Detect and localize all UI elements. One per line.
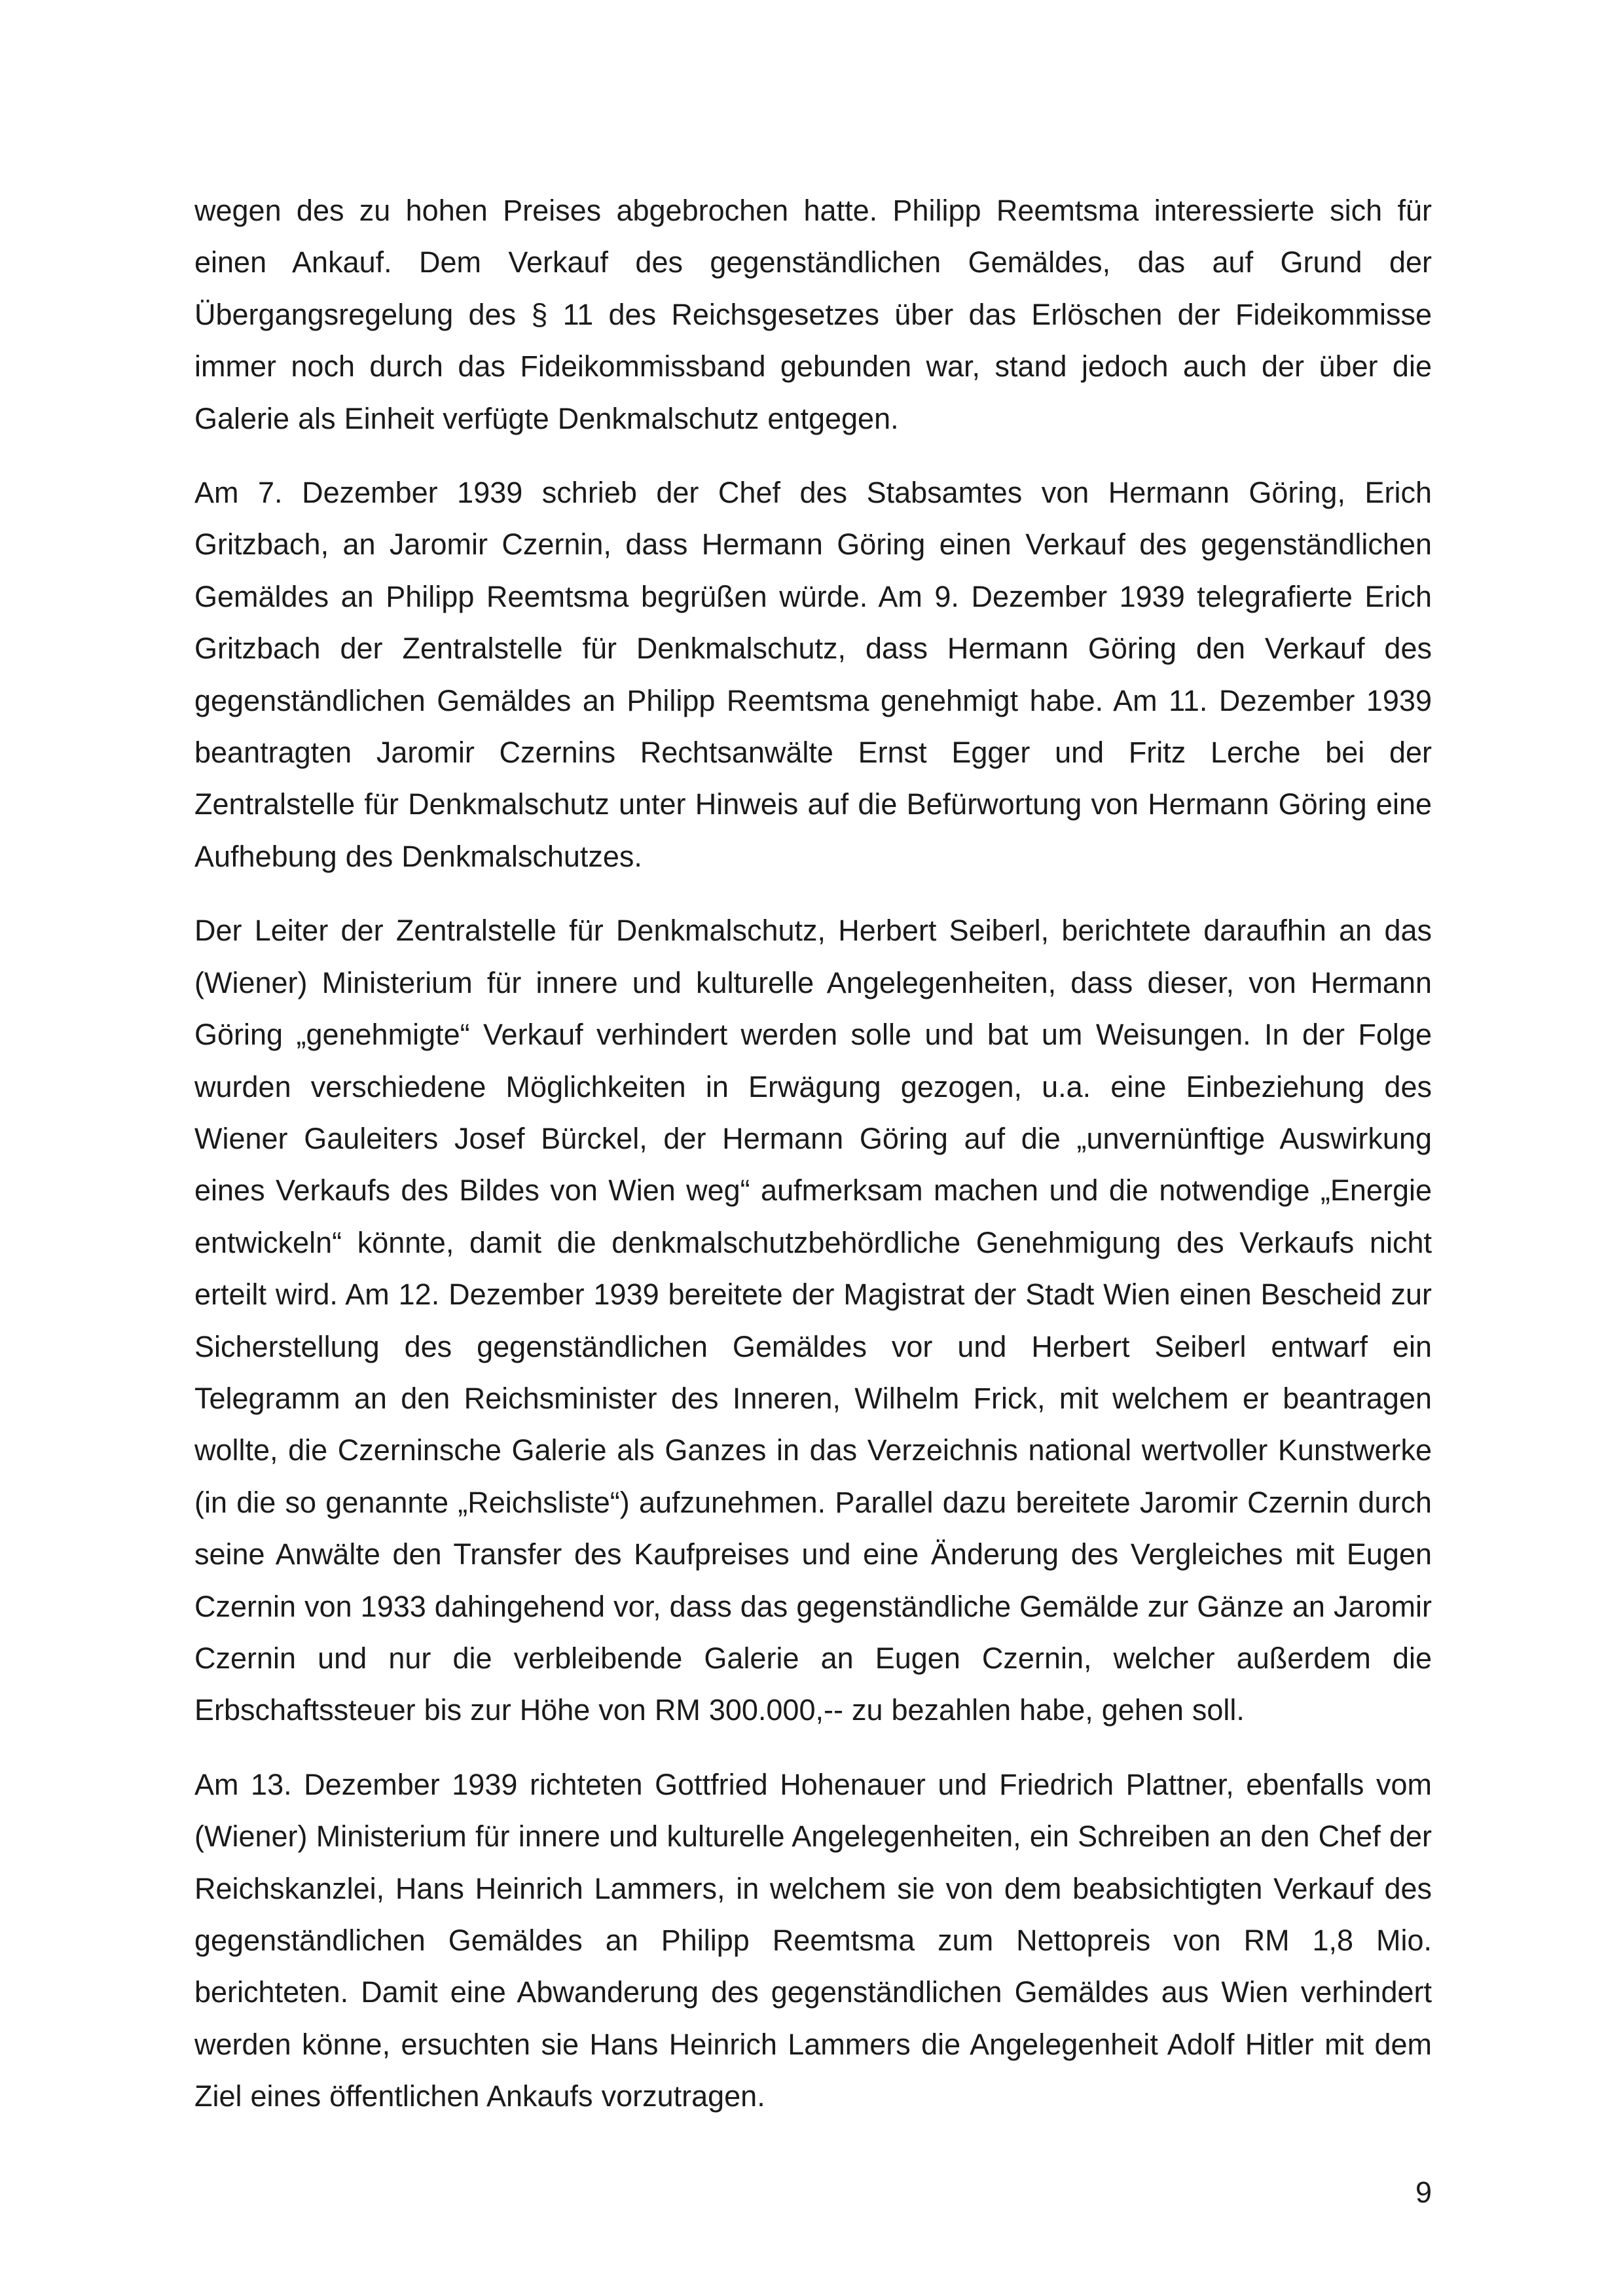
paragraph-3: Der Leiter der Zentralstelle für Denkmalschutz, Herbert Seiberl, berichtete daraufhin an das (Wiener) Ministerium für innere und kulturelle Angelegenheiten, dass dieser, von Hermann Göring „genehmigte“ Verkauf verhindert werden solle und bat um Weisungen. In der Folge wurden verschiedene Möglichkeiten in Erwägung gezogen, u.a. eine Einbeziehung des Wiener Gauleiters Josef Bürckel, der Hermann Göring auf die „unvernünftige Auswirkung eines Verkaufs des Bildes von Wien weg“ aufmerksam machen und die notwendige „Energie entwickeln“ könnte, damit die denkmalschutzbehördliche Genehmigung des Verkaufs nicht erteilt wird. Am 12. Dezember 1939 bereitete der Magistrat der Stadt Wien einen Bescheid zur Sicherstellung des gegenständlichen Gemäldes vor und Herbert Seiberl entwarf ein Telegramm an den Reichsminister des Inneren, Wilhelm Frick, mit welchem er beantragen wollte, die Czerninsche Galerie als Ganzes in das Verzeichnis national wertvoller Kunstwerke (in die so genannte „Reichsliste“) aufzunehmen. Parallel dazu bereitete Jaromir Czernin durch seine Anwälte den Transfer des Kaufpreises und eine Änderung des Vergleiches mit Eugen Czernin von 1933 dahingehend vor, dass das gegenständliche Gemälde zur Gänze an Jaromir Czernin und nur die verbleibende Galerie an Eugen Czernin, welcher außerdem die Erbschaftssteuer bis zur Höhe von RM 300.000,-- zu bezahlen habe, gehen soll. — [194, 914, 1432, 1727]
document-body — [194, 185, 1432, 2145]
page-number: 9 — [1415, 2176, 1432, 2209]
paragraph-4: Am 13. Dezember 1939 richteten Gottfried Hohenauer und Friedrich Plattner, ebenfalls vom (Wiener) Ministerium für innere und kulturelle Angelegenheiten, ein Schreiben an den Chef der Reichskanzlei, Hans Heinrich Lammers, in welchem sie von dem beabsichtigten Verkauf des gegenständlichen Gemäldes an Philipp Reemtsma zum Nettopreis von RM 1,8 Mio. berichteten. Damit eine Abwanderung des gegenständlichen Gemäldes aus Wien verhindert werden könne, ersuchten sie Hans Heinrich Lammers die Angelegenheit Adolf Hitler mit dem Ziel eines öffentlichen Ankaufs vorzutragen. — [194, 1767, 1432, 2113]
paragraph-1: wegen des zu hohen Preises abgebrochen hatte. Philipp Reemtsma interessierte sich für einen Ankauf. Dem Verkauf des gegenständlichen Gemäldes, das auf Grund der Übergangsregelung des § 11 des Reichsgesetzes über das Erlöschen der Fideikommisse immer noch durch das Fideikommissband gebunden war, stand jedoch auch der über die Galerie als Einheit verfügte Denkmalschutz entgegen. — [194, 194, 1432, 435]
paragraph-2: Am 7. Dezember 1939 schrieb der Chef des Stabsamtes von Hermann Göring, Erich Gritzbach, an Jaromir Czernin, dass Hermann Göring einen Verkauf des gegenständlichen Gemäldes an Philipp Reemtsma begrüßen würde. Am 9. Dezember 1939 telegrafierte Erich Gritzbach der Zentralstelle für Denkmalschutz, dass Hermann Göring den Verkauf des gegenständlichen Gemäldes an Philipp Reemtsma genehmigt habe. Am 11. Dezember 1939 beantragten Jaromir Czernins Rechtsanwälte Ernst Egger und Fritz Lerche bei der Zentralstelle für Denkmalschutz unter Hinweis auf die Befürwortung von Hermann Göring eine Aufhebung des Denkmalschutzes. — [194, 476, 1432, 873]
